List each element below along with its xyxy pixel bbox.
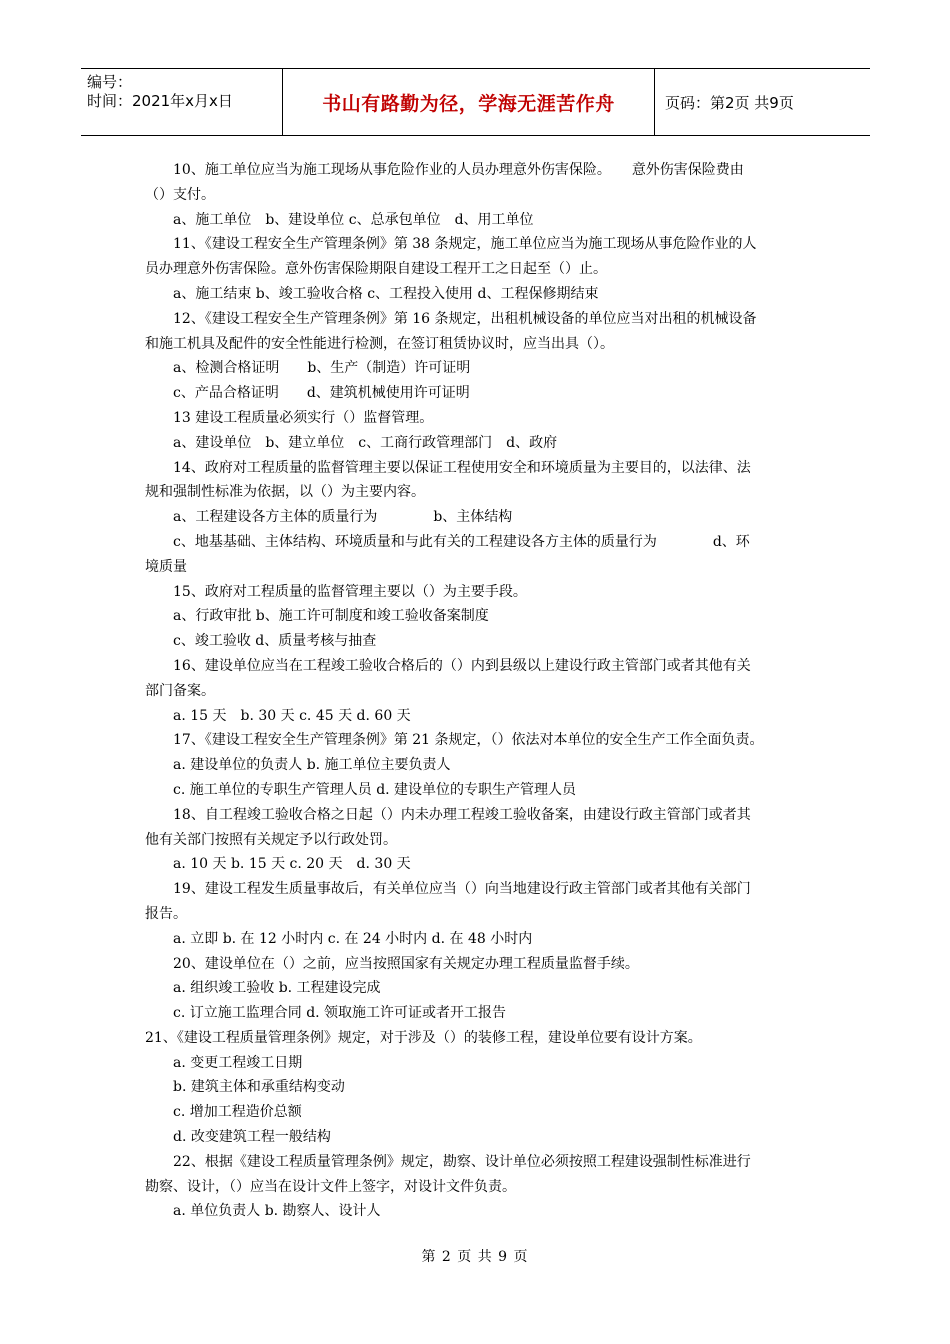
text-line: d. 改变建筑工程一般结构 bbox=[173, 1129, 331, 1146]
text-line: 部门备案。 bbox=[145, 682, 215, 699]
motto: 书山有路勤为径，学海无涯苦作舟 bbox=[322, 92, 615, 115]
text-line: a. 10 天 b. 15 天 c. 20 天 d. 30 天 bbox=[173, 856, 411, 873]
text-line: 勘察、设计，（）应当在设计文件上签字，对设计文件负责。 bbox=[145, 1178, 516, 1195]
date-label: 时间：2021年x月x日 bbox=[87, 92, 233, 110]
text-line: 15、政府对工程质量的监督管理主要以（）为主要手段。 bbox=[173, 583, 527, 600]
text-line: a. 立即 b. 在 12 小时内 c. 在 24 小时内 d. 在 48 小时内 bbox=[173, 930, 533, 947]
text-line: c. 增加工程造价总额 bbox=[173, 1104, 302, 1121]
text-line: 18、自工程竣工验收合格之日起（）内未办理工程竣工验收备案，由建设行政主管部门或者其 bbox=[173, 806, 751, 823]
text-line: 和施工机具及配件的安全性能进行检测，在签订租赁协议时，应当出具（）。 bbox=[145, 335, 614, 352]
text-line: a. 变更工程竣工日期 bbox=[173, 1054, 303, 1071]
text-line: 14、政府对工程质量的监督管理主要以保证工程使用安全和环境质量为主要目的，以法律、法 bbox=[173, 459, 751, 476]
text-line: 规和强制性标准为依据，以（）为主要内容。 bbox=[145, 484, 425, 501]
text-line: （）支付。 bbox=[145, 186, 215, 203]
text-line: a. 单位负责人 b. 勘察人、设计人 bbox=[173, 1203, 381, 1220]
text-line: 员办理意外伤害保险。意外伤害保险期限自建设工程开工之日起至（）止。 bbox=[145, 261, 607, 278]
text-line: a. 15 天 b. 30 天 c. 45 天 d. 60 天 bbox=[173, 707, 411, 724]
text-line: 13 建设工程质量必须实行（）监督管理。 bbox=[173, 409, 434, 426]
number-label: 编号： bbox=[87, 73, 133, 91]
text-line: 他有关部门按照有关规定予以行政处罚。 bbox=[145, 831, 397, 848]
text-line: 12、《建设工程安全生产管理条例》第 16 条规定，出租机械设备的单位应当对出租的机械设备 bbox=[173, 310, 757, 327]
text-line: 境质量 bbox=[145, 558, 187, 575]
text-line: a、施工结束 b、竣工验收合格 c、工程投入使用 d、工程保修期结束 bbox=[173, 285, 599, 302]
text-line: 20、建设单位在（）之前，应当按照国家有关规定办理工程质量监督手续。 bbox=[173, 955, 639, 972]
text-line: c、产品合格证明 d、建筑机械使用许可证明 bbox=[173, 385, 470, 402]
text-line: 17、《建设工程安全生产管理条例》第 21 条规定，（）依法对本单位的安全生产工作全面负责。 bbox=[173, 732, 764, 749]
text-line: c、竣工验收 d、质量考核与抽查 bbox=[173, 633, 377, 650]
text-line: c. 订立施工监理合同 d. 领取施工许可证或者开工报告 bbox=[173, 1005, 507, 1022]
text-line: a、建设单位 b、建立单位 c、工商行政管理部门 d、政府 bbox=[173, 434, 558, 451]
text-line: a、行政审批 b、施工许可制度和竣工验收备案制度 bbox=[173, 608, 489, 625]
document-body bbox=[145, 158, 805, 1224]
page-label: 页码：第2页 共9页 bbox=[665, 93, 794, 112]
page-footer: 第 2 页 共 9 页 bbox=[421, 1249, 529, 1265]
header-page-cell bbox=[655, 69, 870, 135]
text-line: c、地基基础、主体结构、环境质量和与此有关的工程建设各方主体的质量行为 d、环 bbox=[173, 533, 750, 550]
text-line: 22、根据《建设工程质量管理条例》规定，勘察、设计单位必须按照工程建设强制性标准进行 bbox=[173, 1153, 751, 1170]
text-line: a、施工单位 b、建设单位 c、总承包单位 d、用工单位 bbox=[173, 211, 534, 228]
text-line: a、检测合格证明 b、生产（制造）许可证明 bbox=[173, 360, 471, 377]
text-line: 10、施工单位应当为施工现场从事危险作业的人员办理意外伤害保险。 意外伤害保险费由 bbox=[173, 162, 744, 178]
page-header bbox=[81, 68, 870, 136]
text-line: a、工程建设各方主体的质量行为 b、主体结构 bbox=[173, 509, 513, 526]
text-line: 16、建设单位应当在工程竣工验收合格后的（）内到县级以上建设行政主管部门或者其他有关 bbox=[173, 657, 751, 674]
text-line: a. 建设单位的负责人 b. 施工单位主要负责人 bbox=[173, 757, 451, 774]
text-line: a. 组织竣工验收 b. 工程建设完成 bbox=[173, 980, 381, 997]
header-motto-cell bbox=[283, 69, 655, 135]
header-meta bbox=[81, 69, 283, 135]
text-line: 11、《建设工程安全生产管理条例》第 38 条规定，施工单位应当为施工现场从事危险作业的人 bbox=[173, 236, 757, 253]
text-line: 报告。 bbox=[145, 905, 187, 922]
text-line: b. 建筑主体和承重结构变动 bbox=[173, 1079, 345, 1096]
text-line: 19、建设工程发生质量事故后，有关单位应当（）向当地建设行政主管部门或者其他有关部门 bbox=[173, 881, 751, 898]
text-line: 21、《建设工程质量管理条例》规定，对于涉及（）的装修工程，建设单位要有设计方案。 bbox=[145, 1029, 702, 1046]
text-line: c. 施工单位的专职生产管理人员 d. 建设单位的专职生产管理人员 bbox=[173, 781, 577, 798]
